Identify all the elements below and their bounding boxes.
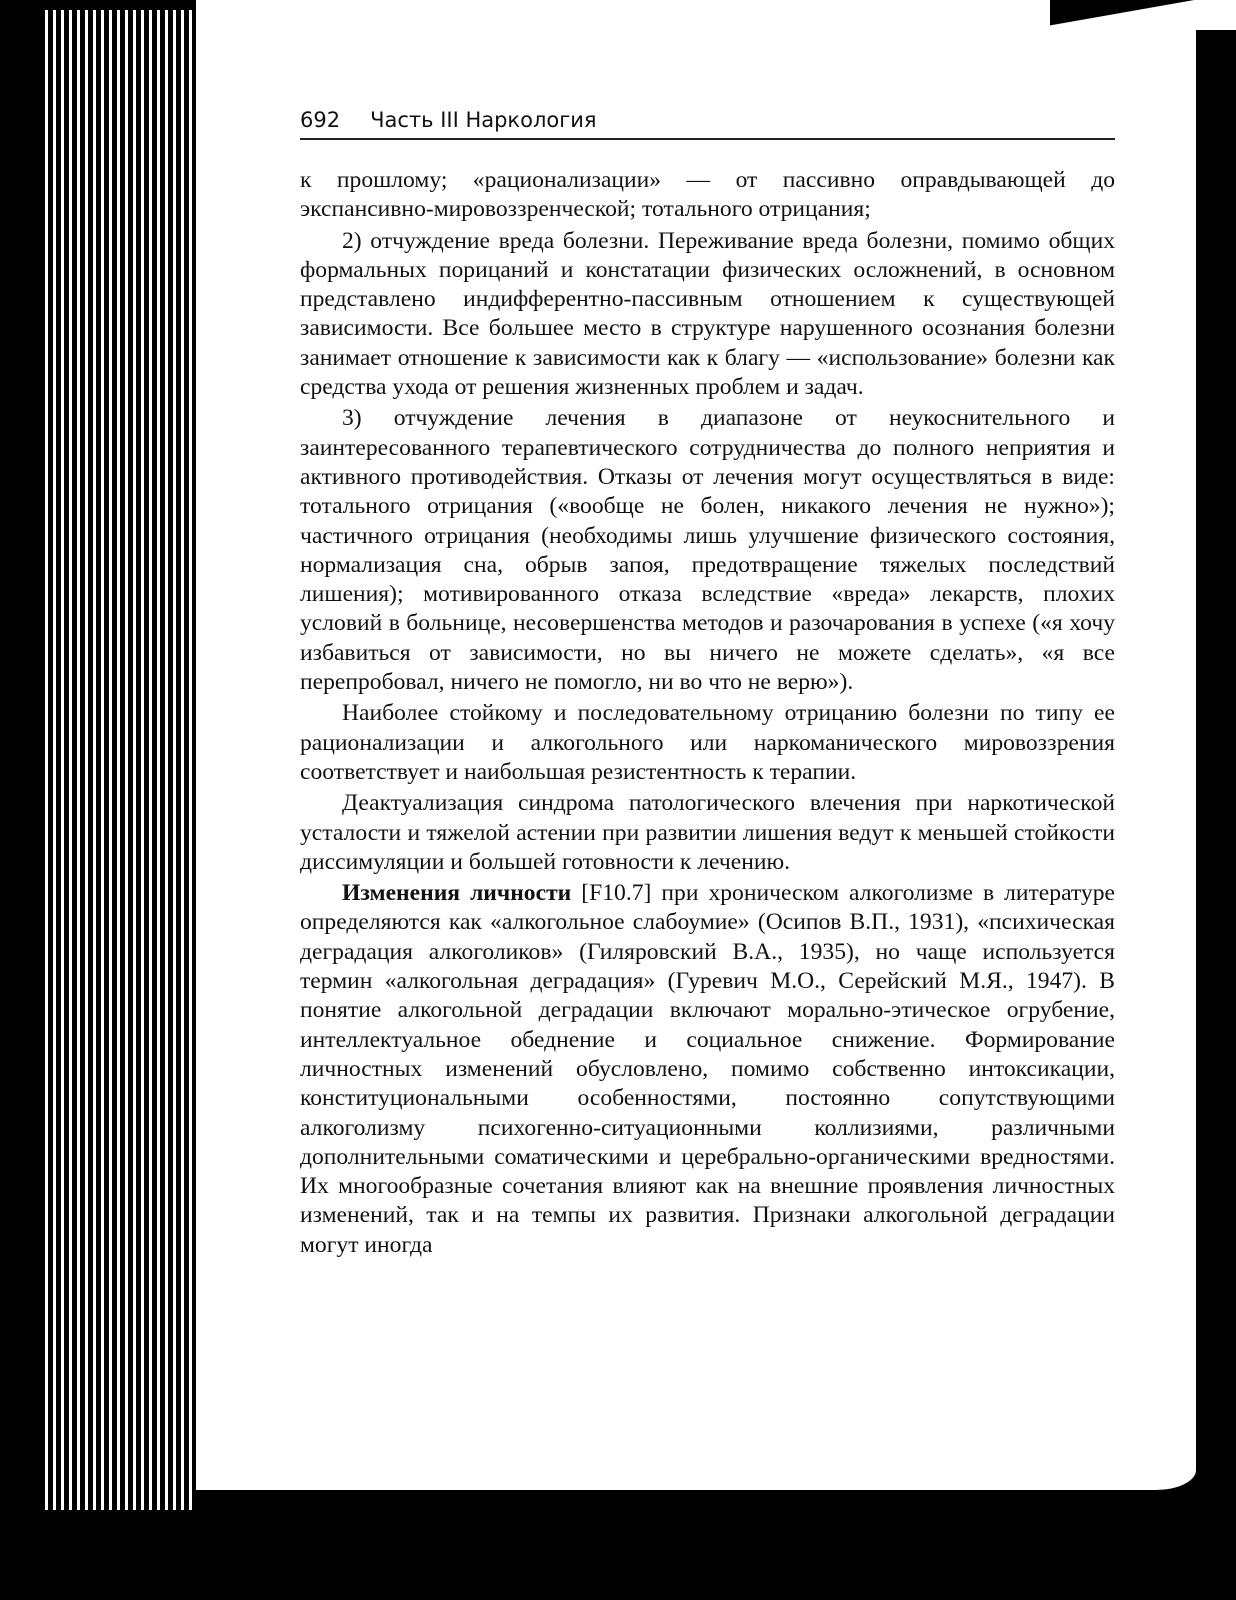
body-text bbox=[300, 166, 1115, 1260]
term-personality-changes: Изменения личности bbox=[342, 880, 572, 907]
page-number: 692 bbox=[300, 108, 341, 132]
paragraph-1: к прошлому; «рационализации» — от пассивно оправдывающей до экспансивно-мировоззренческой; тотального отрицания; bbox=[300, 167, 1115, 223]
running-header bbox=[300, 108, 1115, 140]
paragraph-6 bbox=[300, 879, 1115, 1260]
paragraph-2: 2) отчуждение вреда болезни. Переживание вреда болезни, помимо общих формальных порицаний и констатации физических осложнений, в основном представлено индифферентно-пассивным отношением к существующей зависимости. Все большее место в структуре нарушенного осознания болезни занимает отношение к зависимости как к благу — «использование» болезни как средства ухода от решения жизненных проблем и задач. bbox=[300, 227, 1115, 401]
paragraph-3: 3) отчуждение лечения в диапазоне от неукоснительного и заинтересованного терапевтического сотрудничества до полного неприятия и активного противодействия. Отказы от лечения могут осуществляться в виде: тотального отрицания («вообще не болен, никакого лечения не нужно»); частичного отрицания (необходимы лишь улучшение физического состояния, нормализация сна, обрыв запоя, предотвращение тяжелых последствий лишения); мотивированного отказа вследствие «вреда» лекарств, плохих условий в больнице, несовершенства методов и разочарования в успехе («я хочу избавиться от зависимости, но вы ничего не можете сделать», «я все перепробовал, ничего не помогло, ни во что не верю»). bbox=[300, 405, 1115, 696]
section-title: Часть III Наркология bbox=[370, 108, 597, 132]
paragraph-4: Наиболее стойкому и последовательному отрицанию болезни по типу ее рационализации и алкогольного или наркоманического мировоззрения соответствует и наибольшая резистентность к терапии. bbox=[300, 700, 1115, 785]
paragraph-5: Деактуализация синдрома патологического влечения при наркотической усталости и тяжелой астении при развитии лишения ведут к меньшей стойкости диссимуляции и большей готовности к лечению. bbox=[300, 790, 1115, 875]
paragraph-6-text: [F10.7] при хроническом алкоголизме в литературе определяются как «алкогольное слабоумие» (Осипов В.П., 1931), «психическая деградация алкоголиков» (Гиляровский В.А., 1935), но чаще используется термин «алкогольная деградация» (Гуревич М.О., Серейский М.Я., 1947). В понятие алкогольной деградации включают морально-этическое огрубение, интеллектуальное обеднение и социальное снижение. Формирование личностных изменений обусловлено, помимо собственно интоксикации, конституциональными особенностями, постоянно сопутствующими алкоголизму психогенно-ситуационными коллизиями, различными дополнительными соматическими и церебрально-органическими вредностями. Их многообразные сочетания влияют как на внешние проявления личностных изменений, так и на темпы их развития. Признаки алкогольной деградации могут иногда bbox=[300, 880, 1115, 1258]
page-curl bbox=[1050, 0, 1236, 30]
page-content bbox=[300, 108, 1115, 1262]
page-edges-stack bbox=[40, 10, 200, 1510]
